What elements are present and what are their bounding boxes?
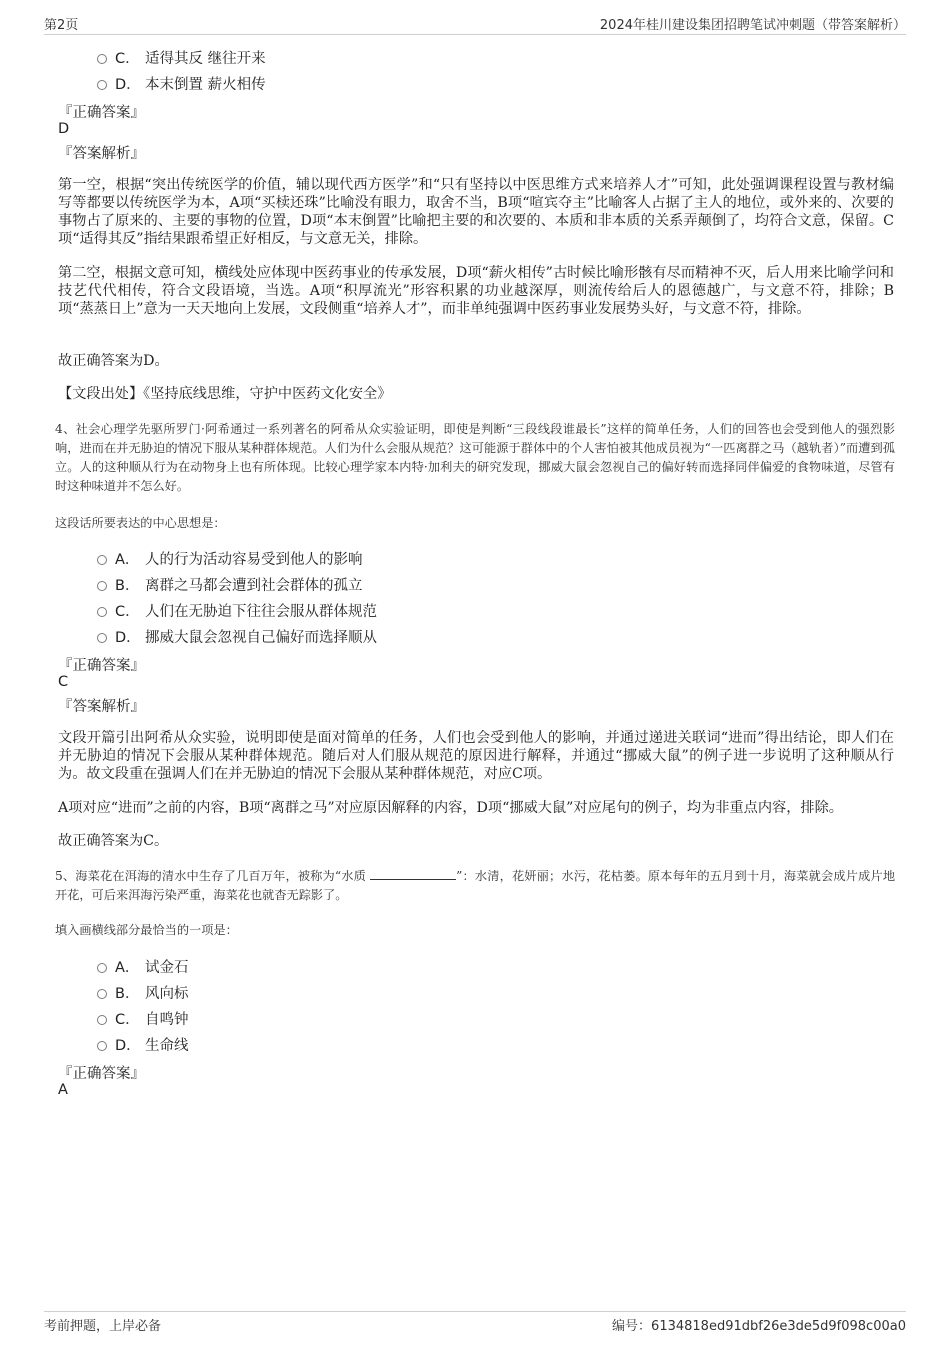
q3-analysis-para-2: 第二空，根据文意可知，横线处应体现中医药事业的传承发展，D项“薪火相传”古时候比喻形骸有尽而精神不灭，后人用来比喻学问和技艺代代相传，符合文段语境，当选。A项“积厚流光”形容积累的功业越深厚，则流传给后人的恩德越广，与文意不符，排除；B项“蒸蒸日上”意为一天天地向上发展，文段侧重“培养人才”，而非单纯强调中医药事业发展势头好，与文意不符，排除。 <box>58 265 894 317</box>
q4-option-a[interactable]: A． 人的行为活动容易受到他人的影响 <box>97 548 363 568</box>
radio-icon[interactable] <box>97 555 107 565</box>
q5-option-d[interactable]: D． 生命线 <box>97 1034 189 1054</box>
q5-option-c[interactable]: C． 自鸣钟 <box>97 1008 189 1028</box>
q4-answer: C <box>58 674 69 690</box>
q5-answer: A <box>58 1082 68 1098</box>
q4-question-text: 4、社会心理学先驱所罗门·阿希通过一系列著名的阿希从众实验证明，即使是判断“三段线段谁最长”这样的简单任务，人们的回答也会受到他人的强烈影响，进而在并无胁迫的情况下服从某种群体规范。人们为什么会服从规范？这可能源于群体中的个人害怕被其他成员视为“一匹离群之马（越轨者）”而遭到孤立。人的这种顺从行为在动物身上也有所体现。比较心理学家本内特·加利夫的研究发现，挪威大鼠会忽视自己的偏好转而选择同伴偏爱的食物味道，尽管有时这种味道并不怎么好。 <box>55 422 895 493</box>
q3-answer: D <box>58 121 70 137</box>
q3-analysis-conclusion: 故正确答案为D。 <box>58 353 169 369</box>
document-title: 2024年桂川建设集团招聘笔试冲刺题（带答案解析） <box>599 17 906 33</box>
q5-question-text: 5、海菜花在洱海的清水中生存了几百万年，被称为“水质 ”：水清，花妍丽；水污，花枯萎。原本每年的五月到十月，海菜就会成片成片地开花，可后来洱海污染严重，海菜花也就杳无踪影了。 <box>55 869 896 902</box>
q3-source: 【文段出处】《坚持底线思维，守护中医药文化安全》 <box>58 386 392 402</box>
q5-option-a[interactable]: A． 试金石 <box>97 956 189 976</box>
q3-analysis-para-1: 第一空，根据“突出传统医学的价值，辅以现代西方医学”和“只有坚持以中医思维方式来培养人才”可知，此处强调课程设置与教材编写等都要以传统医学为本，A项“买椟还珠”比喻没有眼力，取舍不当，B项“喧宾夺主”比喻客人占据了主人的地位，或外来的、次要的事物占了原来的、主要的事物的位置，D项“本末倒置”比喻把主要的和次要的、本质和非本质的关系弄颠倒了，均符合文意，保留。C项“适得其反”指结果跟希望正好相反，与文意无关，排除。 <box>58 177 894 247</box>
q4-analysis-label: 『答案解析』 <box>58 699 145 715</box>
q5-option-b[interactable]: B． 风向标 <box>97 982 189 1002</box>
page-header <box>44 14 906 35</box>
q3-option-c[interactable]: C． 适得其反 继往开来 <box>97 47 266 67</box>
radio-icon[interactable] <box>97 607 107 617</box>
q4-option-d[interactable]: D． 挪威大鼠会忽视自己偏好而选择顺从 <box>97 626 377 646</box>
radio-icon[interactable] <box>97 54 107 64</box>
q5-prompt: 填入画横线部分最恰当的一项是： <box>55 923 238 937</box>
page-number: 第2页 <box>44 17 79 33</box>
radio-icon[interactable] <box>97 989 107 999</box>
radio-icon[interactable] <box>97 581 107 591</box>
page-footer <box>44 1311 906 1333</box>
radio-icon[interactable] <box>97 633 107 643</box>
radio-icon[interactable] <box>97 80 107 90</box>
q4-analysis-para-1: 文段开篇引出阿希从众实验，说明即使是面对简单的任务，人们也会受到他人的影响，并通过递进关联词“进而”得出结论，即人们在并无胁迫的情况下会服从某种群体规范。随后对人们服从规范的原因进行解释，并通过“挪威大鼠”的例子进一步说明了这种顺从行为。故文段重在强调人们在并无胁迫的情况下会服从某种群体规范，对应C项。 <box>58 730 894 782</box>
q4-option-b[interactable]: B． 离群之马都会遭到社会群体的孤立 <box>97 574 363 594</box>
q4-analysis-conclusion: 故正确答案为C。 <box>58 833 169 849</box>
q4-answer-label: 『正确答案』 <box>58 658 145 674</box>
q3-option-d[interactable]: D． 本末倒置 薪火相传 <box>97 73 266 93</box>
q4-prompt: 这段话所要表达的中心思想是： <box>55 516 226 530</box>
q4-analysis-para-2: A项对应“进而”之前的内容，B项“离群之马”对应原因解释的内容，D项“挪威大鼠”对应尾句的例子，均为非重点内容，排除。 <box>58 800 843 816</box>
fill-blank <box>370 867 456 880</box>
q3-analysis-label: 『答案解析』 <box>58 146 145 162</box>
q3-answer-label: 『正确答案』 <box>58 105 145 121</box>
q4-option-c[interactable]: C． 人们在无胁迫下往往会服从群体规范 <box>97 600 377 620</box>
radio-icon[interactable] <box>97 1041 107 1051</box>
radio-icon[interactable] <box>97 1015 107 1025</box>
q5-answer-label: 『正确答案』 <box>58 1066 145 1082</box>
radio-icon[interactable] <box>97 963 107 973</box>
footer-slogan: 考前押题，上岸必备 <box>44 1318 162 1334</box>
document-id: 编号：6134818ed91dbf26e3de5d9f098c00a0 <box>612 1318 906 1334</box>
